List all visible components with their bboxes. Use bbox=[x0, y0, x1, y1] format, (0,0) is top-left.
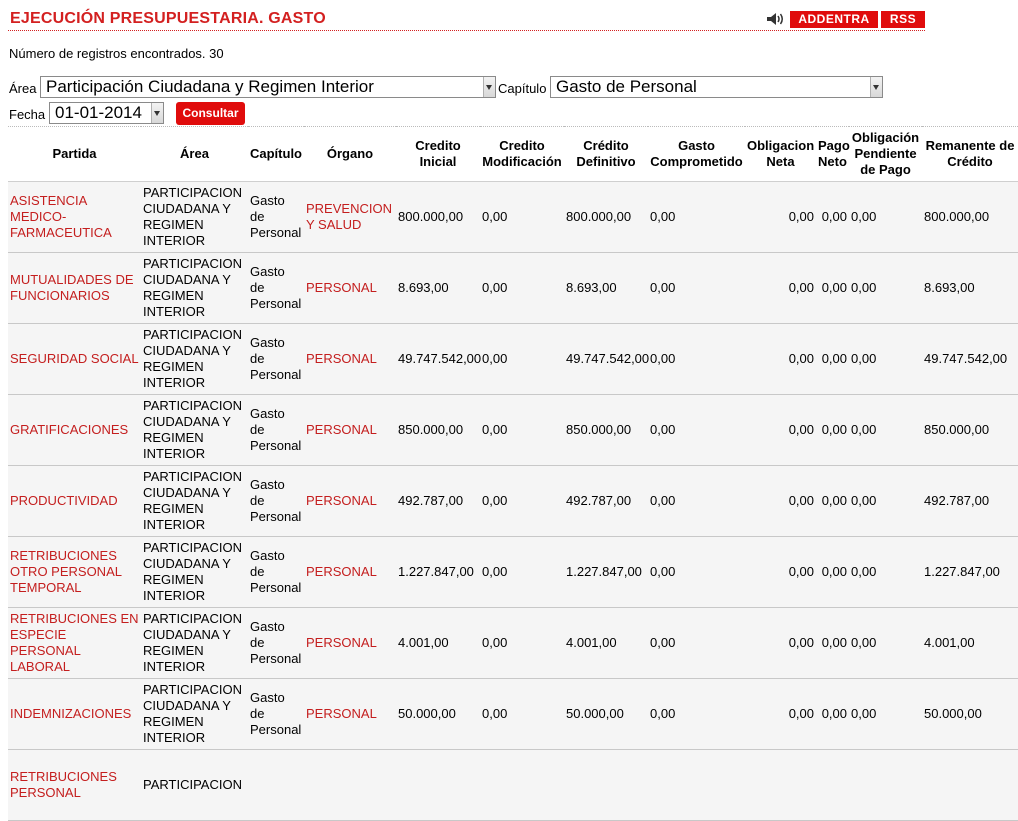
capitulo-select-value: Gasto de Personal bbox=[556, 77, 697, 96]
credito-inicial-cell bbox=[396, 750, 480, 821]
consultar-button[interactable]: Consultar bbox=[176, 102, 245, 125]
obligacion-neta-cell: 0,00 bbox=[745, 182, 816, 253]
pago-neto-cell: 0,00 bbox=[816, 324, 849, 395]
capitulo-cell: Gasto de Personal bbox=[248, 395, 304, 466]
partida-link[interactable]: ASISTENCIA MEDICO-FARMACEUTICA bbox=[8, 182, 141, 253]
table-row bbox=[8, 608, 1018, 679]
rss-button[interactable]: RSS bbox=[881, 11, 925, 28]
table-row bbox=[8, 750, 1018, 821]
records-count: Número de registros encontrados. 30 bbox=[9, 46, 224, 61]
table-row bbox=[8, 324, 1018, 395]
organo-link[interactable]: PERSONAL bbox=[304, 324, 396, 395]
remanente-cell: 4.001,00 bbox=[922, 608, 1018, 679]
organo-link[interactable]: PERSONAL bbox=[304, 466, 396, 537]
obligacion-pendiente-cell: 0,00 bbox=[849, 182, 922, 253]
area-select[interactable] bbox=[40, 76, 496, 98]
gasto-comprometido-cell: 0,00 bbox=[648, 466, 745, 537]
gasto-comprometido-cell: 0,00 bbox=[648, 182, 745, 253]
pago-neto-cell: 0,00 bbox=[816, 395, 849, 466]
area-cell: PARTICIPACION CIUDADANA Y REGIMEN INTERIOR bbox=[141, 324, 248, 395]
organo-link[interactable] bbox=[304, 750, 396, 821]
chevron-down-icon bbox=[483, 77, 495, 97]
pago-neto-cell: 0,00 bbox=[816, 253, 849, 324]
credito-modificacion-cell bbox=[480, 750, 564, 821]
partida-link[interactable]: MUTUALIDADES DE FUNCIONARIOS bbox=[8, 253, 141, 324]
credito-inicial-cell: 8.693,00 bbox=[396, 253, 480, 324]
obligacion-pendiente-cell: 0,00 bbox=[849, 253, 922, 324]
obligacion-neta-cell bbox=[745, 750, 816, 821]
capitulo-cell: Gasto de Personal bbox=[248, 608, 304, 679]
credito-inicial-cell: 492.787,00 bbox=[396, 466, 480, 537]
remanente-cell: 800.000,00 bbox=[922, 182, 1018, 253]
partida-link[interactable]: PRODUCTIVIDAD bbox=[8, 466, 141, 537]
credito-modificacion-cell: 0,00 bbox=[480, 324, 564, 395]
column-header[interactable]: Credito Modificación bbox=[480, 127, 564, 182]
partida-link[interactable]: RETRIBUCIONES PERSONAL bbox=[8, 750, 141, 821]
partida-link[interactable]: GRATIFICACIONES bbox=[8, 395, 141, 466]
area-cell: PARTICIPACION CIUDADANA Y REGIMEN INTERIOR bbox=[141, 253, 248, 324]
pago-neto-cell: 0,00 bbox=[816, 466, 849, 537]
column-header[interactable]: Crédito Definitivo bbox=[564, 127, 648, 182]
obligacion-pendiente-cell: 0,00 bbox=[849, 466, 922, 537]
obligacion-pendiente-cell: 0,00 bbox=[849, 679, 922, 750]
remanente-cell: 850.000,00 bbox=[922, 395, 1018, 466]
table-row bbox=[8, 466, 1018, 537]
capitulo-select[interactable] bbox=[550, 76, 883, 98]
obligacion-neta-cell: 0,00 bbox=[745, 537, 816, 608]
credito-definitivo-cell: 492.787,00 bbox=[564, 466, 648, 537]
credito-definitivo-cell: 8.693,00 bbox=[564, 253, 648, 324]
column-header[interactable]: Obligación Pendiente de Pago bbox=[849, 127, 922, 182]
obligacion-pendiente-cell: 0,00 bbox=[849, 537, 922, 608]
area-label: Área bbox=[9, 81, 37, 96]
pago-neto-cell bbox=[816, 750, 849, 821]
remanente-cell: 50.000,00 bbox=[922, 679, 1018, 750]
credito-inicial-cell: 1.227.847,00 bbox=[396, 537, 480, 608]
remanente-cell: 8.693,00 bbox=[922, 253, 1018, 324]
column-header[interactable]: Remanente de Crédito bbox=[922, 127, 1018, 182]
pago-neto-cell: 0,00 bbox=[816, 537, 849, 608]
credito-modificacion-cell: 0,00 bbox=[480, 608, 564, 679]
credito-modificacion-cell: 0,00 bbox=[480, 537, 564, 608]
credito-inicial-cell: 4.001,00 bbox=[396, 608, 480, 679]
obligacion-neta-cell: 0,00 bbox=[745, 466, 816, 537]
pago-neto-cell: 0,00 bbox=[816, 608, 849, 679]
credito-definitivo-cell: 850.000,00 bbox=[564, 395, 648, 466]
column-header[interactable]: Partida bbox=[8, 127, 141, 182]
fecha-select[interactable] bbox=[49, 102, 164, 124]
remanente-cell: 1.227.847,00 bbox=[922, 537, 1018, 608]
column-header[interactable]: Gasto Comprometido bbox=[648, 127, 745, 182]
pago-neto-cell: 0,00 bbox=[816, 182, 849, 253]
credito-inicial-cell: 800.000,00 bbox=[396, 182, 480, 253]
partida-link[interactable]: INDEMNIZACIONES bbox=[8, 679, 141, 750]
capitulo-label: Capítulo bbox=[498, 81, 547, 96]
credito-definitivo-cell: 50.000,00 bbox=[564, 679, 648, 750]
obligacion-pendiente-cell bbox=[849, 750, 922, 821]
capitulo-cell: Gasto de Personal bbox=[248, 324, 304, 395]
capitulo-cell: Gasto de Personal bbox=[248, 466, 304, 537]
gasto-comprometido-cell: 0,00 bbox=[648, 253, 745, 324]
credito-inicial-cell: 50.000,00 bbox=[396, 679, 480, 750]
area-cell: PARTICIPACION CIUDADANA Y REGIMEN INTERIOR bbox=[141, 182, 248, 253]
area-cell: PARTICIPACION CIUDADANA Y REGIMEN INTERIOR bbox=[141, 608, 248, 679]
gasto-comprometido-cell bbox=[648, 750, 745, 821]
chevron-down-icon bbox=[151, 103, 163, 123]
fecha-label: Fecha bbox=[9, 107, 46, 122]
credito-inicial-cell: 49.747.542,00 bbox=[396, 324, 480, 395]
organo-link[interactable]: PERSONAL bbox=[304, 537, 396, 608]
obligacion-neta-cell: 0,00 bbox=[745, 395, 816, 466]
credito-definitivo-cell bbox=[564, 750, 648, 821]
addentra-button[interactable]: ADDENTRA bbox=[790, 11, 878, 28]
obligacion-neta-cell: 0,00 bbox=[745, 608, 816, 679]
organo-link[interactable]: PERSONAL bbox=[304, 679, 396, 750]
page-header bbox=[0, 0, 1003, 34]
partida-link[interactable]: SEGURIDAD SOCIAL bbox=[8, 324, 141, 395]
remanente-cell bbox=[922, 750, 1018, 821]
organo-link[interactable]: PREVENCION Y SALUD bbox=[304, 182, 396, 253]
credito-definitivo-cell: 4.001,00 bbox=[564, 608, 648, 679]
remanente-cell: 49.747.542,00 bbox=[922, 324, 1018, 395]
credito-inicial-cell: 850.000,00 bbox=[396, 395, 480, 466]
capitulo-cell: Gasto de Personal bbox=[248, 182, 304, 253]
gasto-comprometido-cell: 0,00 bbox=[648, 537, 745, 608]
table-header-row bbox=[8, 127, 1018, 182]
title-divider bbox=[8, 30, 925, 31]
organo-link[interactable]: PERSONAL bbox=[304, 395, 396, 466]
pago-neto-cell: 0,00 bbox=[816, 679, 849, 750]
table-row bbox=[8, 679, 1018, 750]
area-cell: PARTICIPACION CIUDADANA Y REGIMEN INTERIOR bbox=[141, 466, 248, 537]
speaker-icon[interactable] bbox=[766, 12, 786, 26]
credito-modificacion-cell: 0,00 bbox=[480, 395, 564, 466]
obligacion-pendiente-cell: 0,00 bbox=[849, 608, 922, 679]
capitulo-cell: Gasto de Personal bbox=[248, 679, 304, 750]
page-title: EJECUCIÓN PRESUPUESTARIA. GASTO bbox=[10, 10, 326, 27]
gasto-comprometido-cell: 0,00 bbox=[648, 324, 745, 395]
column-header[interactable]: Obligacion Neta bbox=[745, 127, 816, 182]
gasto-comprometido-cell: 0,00 bbox=[648, 395, 745, 466]
obligacion-neta-cell: 0,00 bbox=[745, 324, 816, 395]
obligacion-neta-cell: 0,00 bbox=[745, 679, 816, 750]
budget-table bbox=[8, 126, 1018, 821]
area-select-value: Participación Ciudadana y Regimen Interior bbox=[46, 77, 374, 96]
column-header[interactable]: Área bbox=[141, 127, 248, 182]
column-header[interactable]: Pago Neto bbox=[816, 127, 849, 182]
credito-modificacion-cell: 0,00 bbox=[480, 679, 564, 750]
credito-modificacion-cell: 0,00 bbox=[480, 182, 564, 253]
credito-definitivo-cell: 49.747.542,00 bbox=[564, 324, 648, 395]
partida-link[interactable]: RETRIBUCIONES EN ESPECIE PERSONAL LABORAL bbox=[8, 608, 141, 679]
capitulo-cell: Gasto de Personal bbox=[248, 537, 304, 608]
organo-link[interactable]: PERSONAL bbox=[304, 608, 396, 679]
column-header[interactable]: Credito Inicial bbox=[396, 127, 480, 182]
area-cell: PARTICIPACION CIUDADANA Y REGIMEN INTERIOR bbox=[141, 537, 248, 608]
area-cell: PARTICIPACION CIUDADANA Y REGIMEN INTERIOR bbox=[141, 395, 248, 466]
gasto-comprometido-cell: 0,00 bbox=[648, 608, 745, 679]
fecha-select-value: 01-01-2014 bbox=[55, 103, 142, 122]
capitulo-cell: Gasto de Personal bbox=[248, 253, 304, 324]
credito-definitivo-cell: 1.227.847,00 bbox=[564, 537, 648, 608]
table-row bbox=[8, 537, 1018, 608]
obligacion-pendiente-cell: 0,00 bbox=[849, 395, 922, 466]
gasto-comprometido-cell: 0,00 bbox=[648, 679, 745, 750]
column-header[interactable]: Órgano bbox=[304, 127, 396, 182]
table-row bbox=[8, 182, 1018, 253]
credito-modificacion-cell: 0,00 bbox=[480, 253, 564, 324]
area-cell: PARTICIPACION CIUDADANA Y REGIMEN INTERIOR bbox=[141, 679, 248, 750]
obligacion-neta-cell: 0,00 bbox=[745, 253, 816, 324]
table-row bbox=[8, 395, 1018, 466]
organo-link[interactable]: PERSONAL bbox=[304, 253, 396, 324]
partida-link[interactable]: RETRIBUCIONES OTRO PERSONAL TEMPORAL bbox=[8, 537, 141, 608]
obligacion-pendiente-cell: 0,00 bbox=[849, 324, 922, 395]
capitulo-cell bbox=[248, 750, 304, 821]
table-row bbox=[8, 253, 1018, 324]
credito-definitivo-cell: 800.000,00 bbox=[564, 182, 648, 253]
area-cell: PARTICIPACION bbox=[141, 750, 248, 821]
chevron-down-icon bbox=[870, 77, 882, 97]
column-header[interactable]: Capítulo bbox=[248, 127, 304, 182]
remanente-cell: 492.787,00 bbox=[922, 466, 1018, 537]
credito-modificacion-cell: 0,00 bbox=[480, 466, 564, 537]
